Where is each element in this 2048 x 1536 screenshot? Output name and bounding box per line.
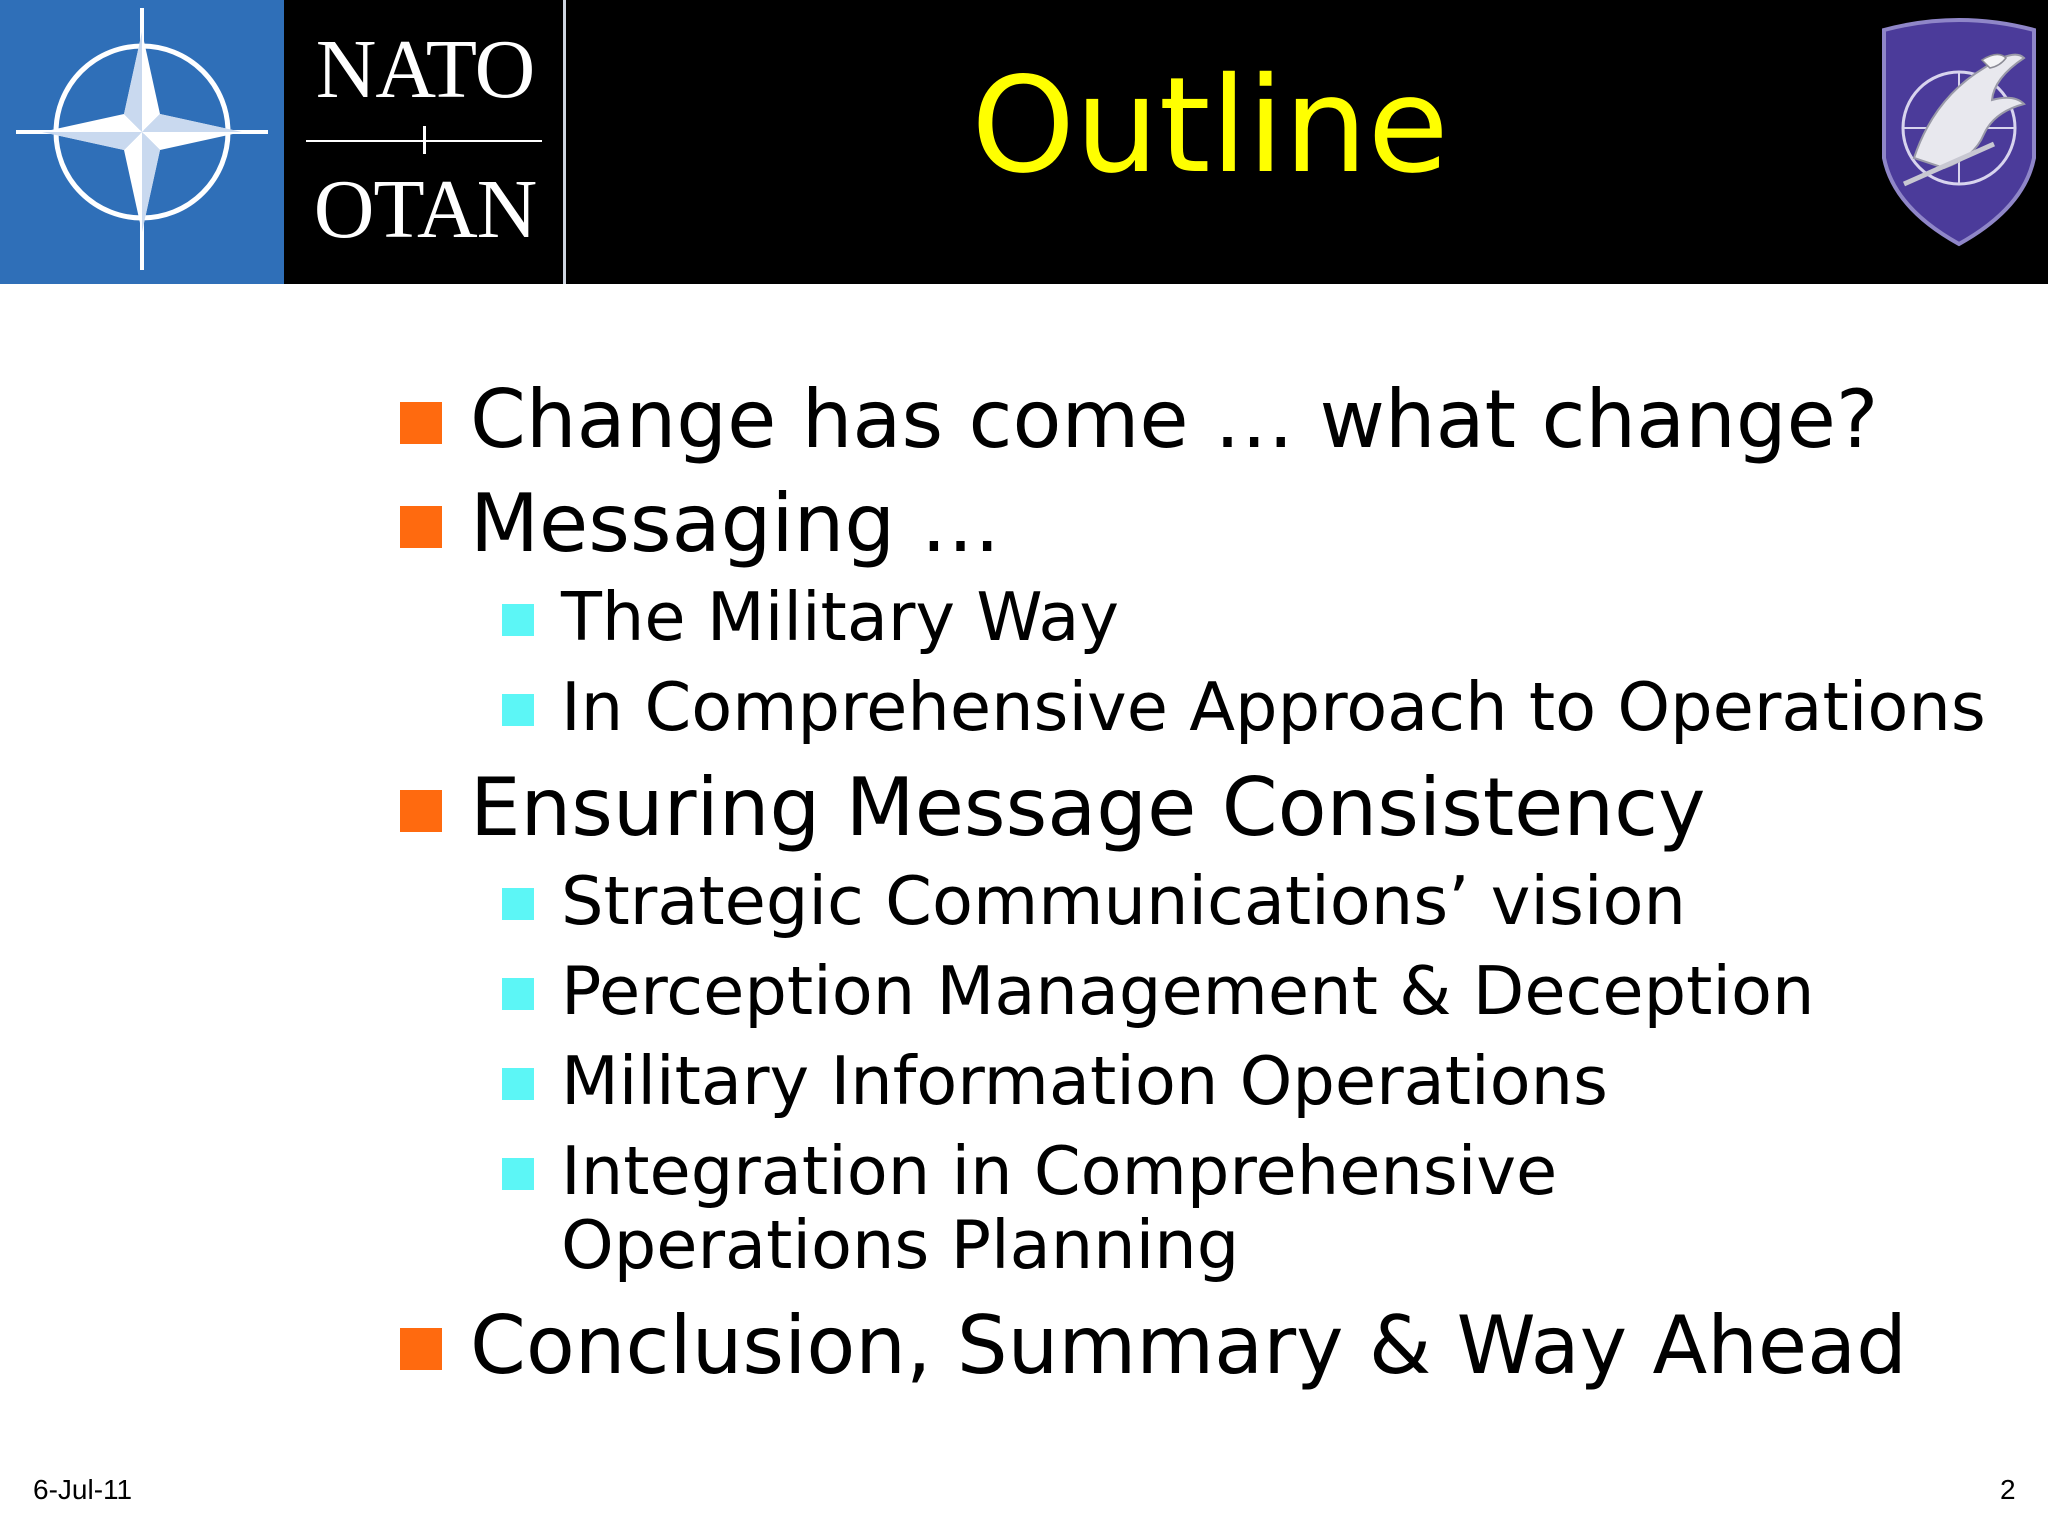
- slide-header: [0, 0, 2048, 284]
- outline-subitem-integration-planning: Integration in Comprehensive Operations Planning: [561, 1132, 1558, 1284]
- orange-square-bullet-icon: [400, 402, 442, 444]
- outline-subitem-stratcom-vision: Strategic Communications’ vision: [561, 862, 1686, 940]
- outline-item-message-consistency: Ensuring Message Consistency: [470, 761, 1706, 854]
- logo-text-otan: OTAN: [313, 163, 537, 256]
- slide-title: Outline: [971, 49, 1449, 203]
- nato-otan-logo: [0, 0, 566, 284]
- outline-subitem-comprehensive-approach: In Comprehensive Approach to Operations: [561, 668, 1986, 746]
- footer-page-number: 2: [2000, 1474, 2016, 1505]
- cyan-square-bullet-icon: [502, 978, 534, 1010]
- outline-item-change: Change has come … what change?: [470, 373, 1879, 466]
- cyan-square-bullet-icon: [502, 1158, 534, 1190]
- orange-square-bullet-icon: [400, 790, 442, 832]
- orange-square-bullet-icon: [400, 506, 442, 548]
- cyan-square-bullet-icon: [502, 1068, 534, 1100]
- nato-wordmark: [284, 0, 566, 284]
- outline-subitem-perception-management: Perception Management & Deception: [561, 952, 1815, 1030]
- logo-text-nato: NATO: [315, 23, 535, 116]
- outline-subitem-military-way: The Military Way: [561, 578, 1120, 656]
- cyan-square-bullet-icon: [502, 694, 534, 726]
- orange-square-bullet-icon: [400, 1328, 442, 1370]
- logo-divider-tick: [423, 126, 426, 154]
- cyan-square-bullet-icon: [502, 888, 534, 920]
- outline-item-conclusion: Conclusion, Summary & Way Ahead: [470, 1299, 1907, 1392]
- outline-subitem-military-info-ops: Military Information Operations: [561, 1042, 1608, 1120]
- footer-date: 6-Jul-11: [33, 1474, 133, 1505]
- nato-compass-star-icon: [0, 0, 284, 284]
- outline-item-messaging: Messaging …: [470, 477, 1001, 570]
- cyan-square-bullet-icon: [502, 604, 534, 636]
- eagle-crest-icon: [1874, 8, 2044, 248]
